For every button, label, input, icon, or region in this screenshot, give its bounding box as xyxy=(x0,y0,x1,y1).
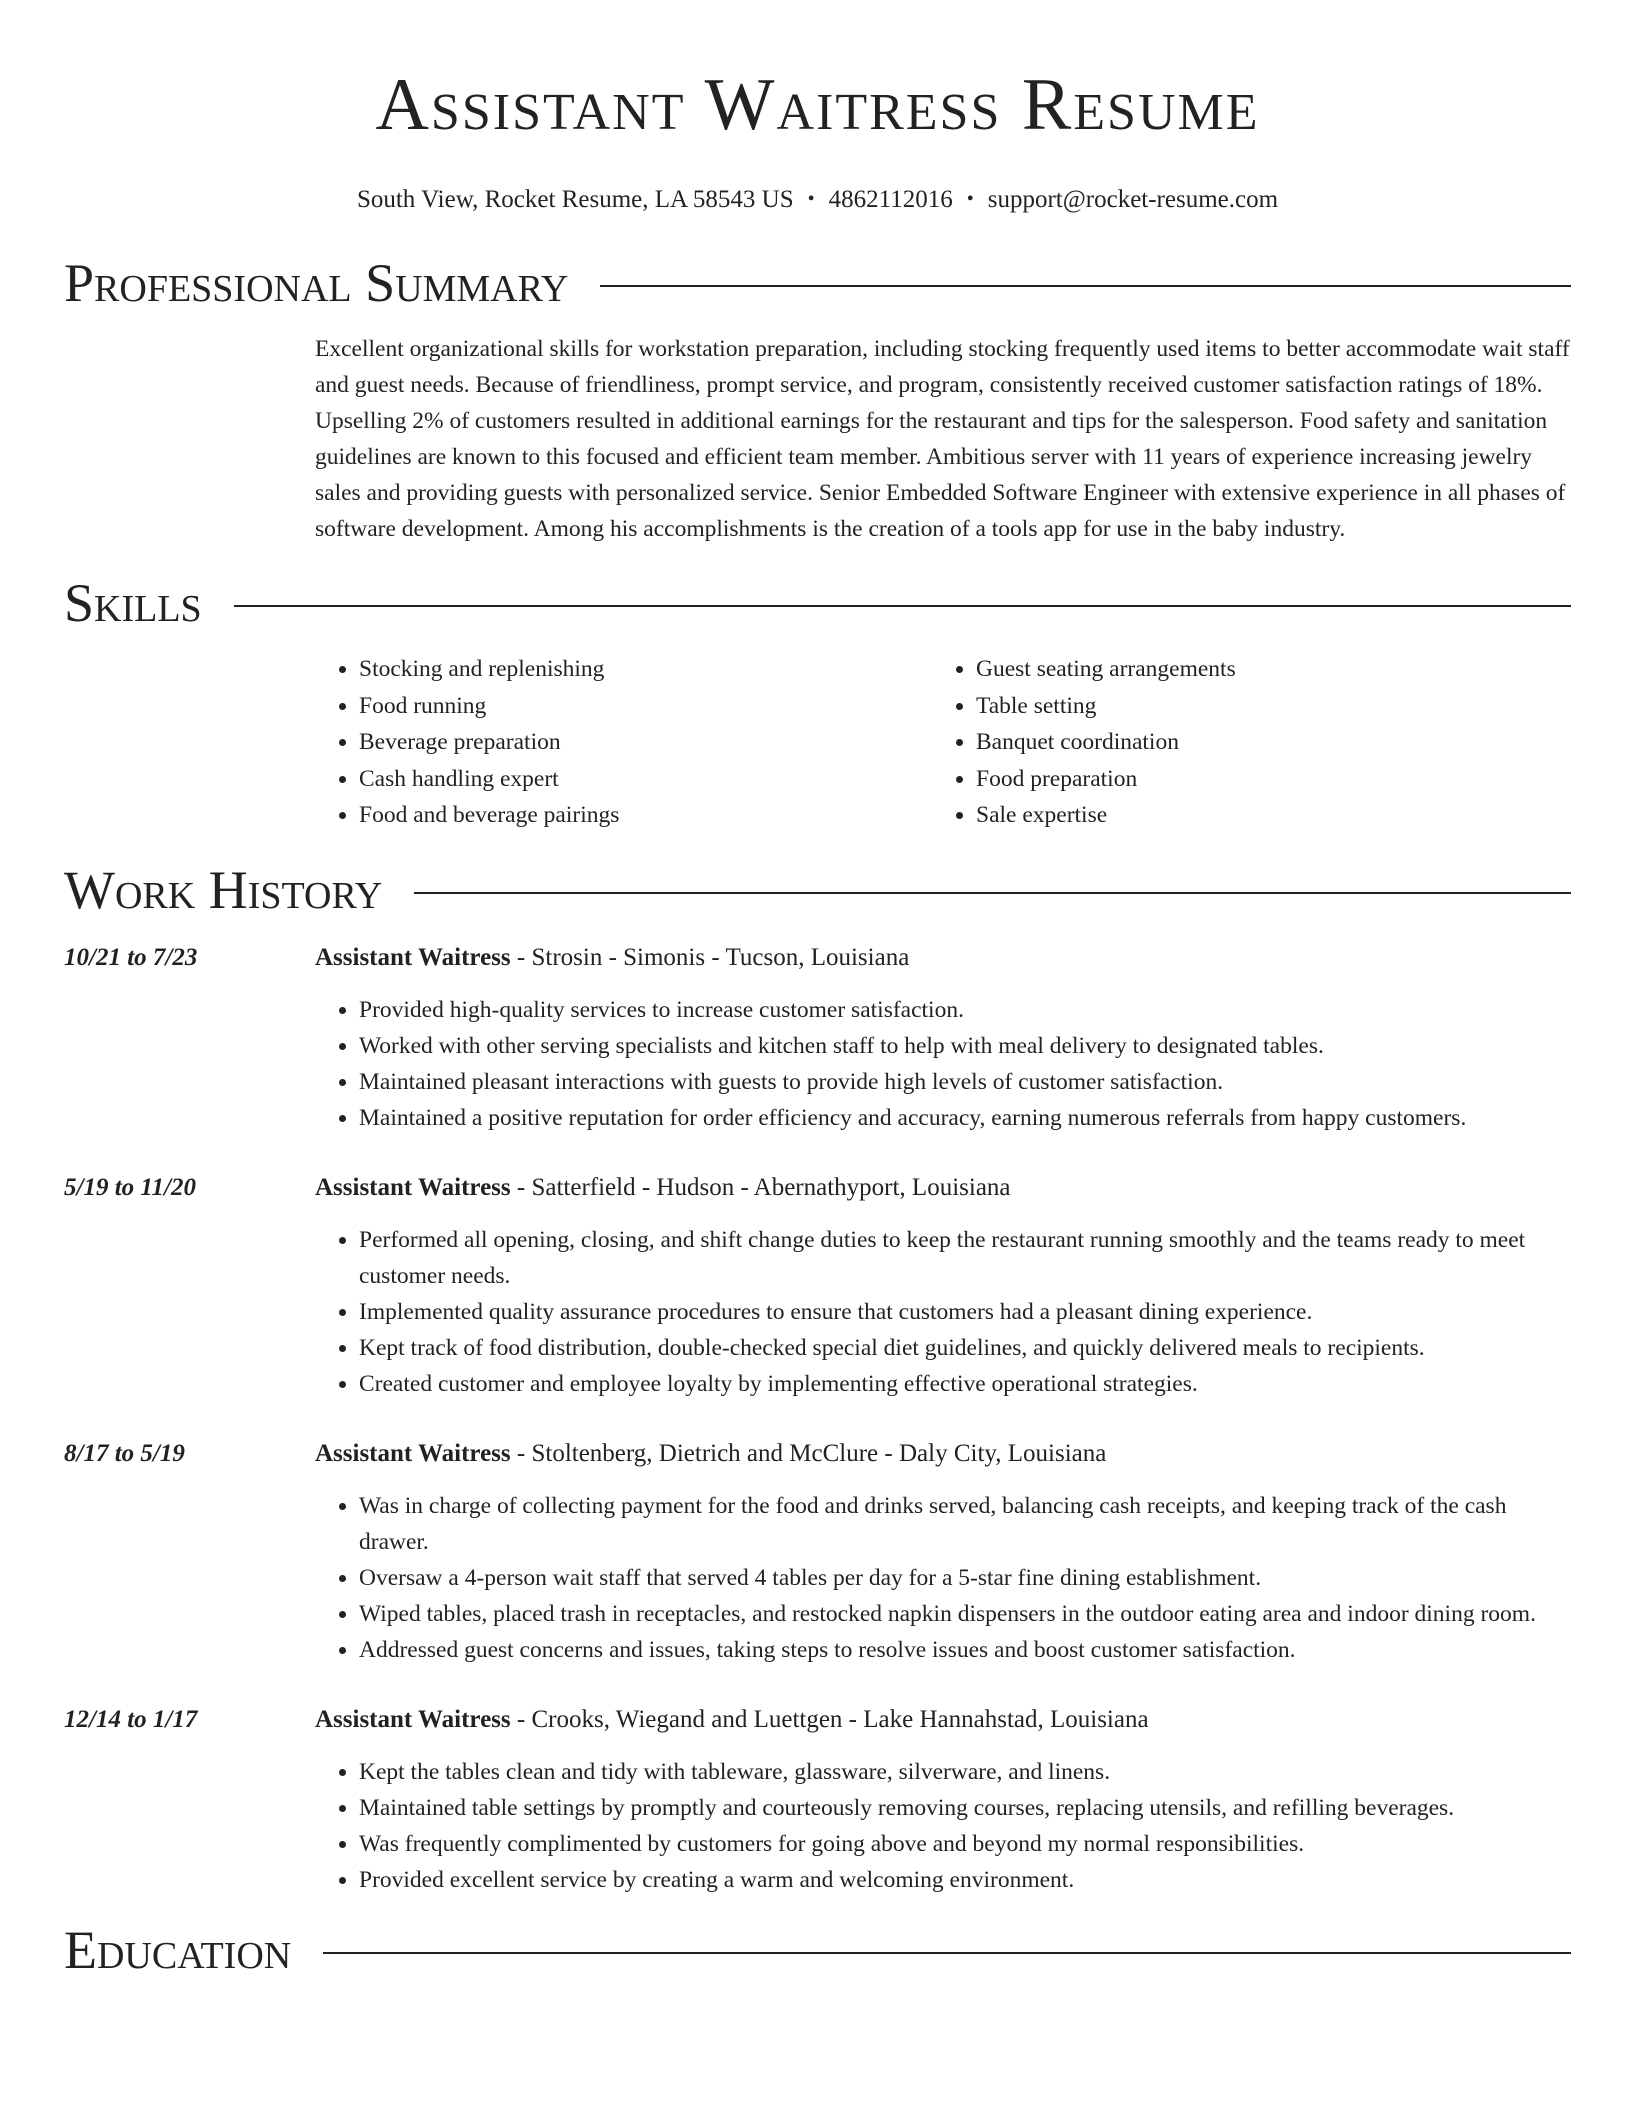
job-employer: - Crooks, Wiegand and Luettgen - Lake Hannahstad, Louisiana xyxy=(510,1705,1149,1733)
job-dates: 5/19 to 11/20 xyxy=(64,1173,196,1201)
work-section-header xyxy=(64,858,1571,922)
job-title-line xyxy=(315,1702,1571,1738)
job-entry xyxy=(64,1436,1571,1668)
summary-section-title: Professional Summary xyxy=(64,253,569,313)
skill-item: • Table setting xyxy=(976,688,1549,725)
job-employer: - Strosin - Simonis - Tucson, Louisiana xyxy=(510,943,910,971)
section-divider xyxy=(414,892,1571,894)
job-dates: 12/14 to 1/17 xyxy=(64,1705,198,1733)
job-employer: - Satterfield - Hudson - Abernathyport, Louisiana xyxy=(510,1173,1011,1201)
job-bullets xyxy=(315,1754,1571,1898)
job-title-line xyxy=(315,1436,1571,1472)
job-main xyxy=(315,1702,1571,1898)
resume-page xyxy=(64,0,1571,1982)
skills-section xyxy=(315,651,1571,834)
education-section-title: Education xyxy=(64,1919,292,1980)
job-bullet: • Was frequently complimented by customers for going above and beyond my normal responsibilities. xyxy=(359,1826,1571,1862)
contact-line xyxy=(64,184,1571,215)
contact-phone: 4862112016 xyxy=(828,186,953,213)
job-entry xyxy=(64,1702,1571,1898)
job-bullet: • Wiped tables, placed trash in receptacles, and restocked napkin dispensers in the outdoor eating area and indoor dining room. xyxy=(359,1596,1571,1632)
job-entry xyxy=(64,940,1571,1136)
job-role: Assistant Waitress xyxy=(315,943,511,971)
job-bullet: • Performed all opening, closing, and shift change duties to keep the restaurant running smoothly and the teams ready to meet customer needs. xyxy=(359,1222,1571,1294)
job-bullet: • Kept track of food distribution, double-checked special diet guidelines, and quickly delivered meals to recipients. xyxy=(359,1330,1571,1366)
job-role: Assistant Waitress xyxy=(315,1439,511,1467)
summary-text: Excellent organizational skills for workstation preparation, including stocking frequently used items to better accommodate wait staff and guest needs. Because of friendliness, prompt service, and program, consistently received customer satisfaction ratings of 18%. Upselling 2% of customers resulted in additional earnings for the restaurant and tips for the salesperson. Food safety and sanitation guidelines are known to this focused and efficient team member. Ambitious server with 11 years of experience increasing jewelry sales and providing guests with personalized service. Senior Embedded Software Engineer with extensive experience in all phases of software development. Among his accomplishments is the creation of a tools app for use in the baby industry. xyxy=(315,336,1570,542)
work-section-title: Work History xyxy=(64,859,383,920)
contact-separator: • xyxy=(807,188,815,210)
skill-item: • Food running xyxy=(359,688,932,725)
job-bullet: • Maintained table settings by promptly and courteously removing courses, replacing utensils, and refilling beverages. xyxy=(359,1790,1571,1826)
skill-item: • Guest seating arrangements xyxy=(976,651,1549,688)
job-bullets xyxy=(315,992,1571,1136)
skills-grid xyxy=(315,651,1571,834)
job-bullet: • Worked with other serving specialists and kitchen staff to help with meal delivery to designated tables. xyxy=(359,1028,1571,1064)
skill-item: • Cash handling expert xyxy=(359,761,932,798)
job-employer: - Stoltenberg, Dietrich and McClure - Daly City, Louisiana xyxy=(510,1439,1107,1467)
page-title: Assistant Waitress Resume xyxy=(375,64,1260,146)
job-bullets xyxy=(315,1222,1571,1402)
education-section-header xyxy=(64,1918,1571,1982)
job-role: Assistant Waitress xyxy=(315,1705,511,1733)
skill-item: • Sale expertise xyxy=(976,797,1549,834)
job-main xyxy=(315,1436,1571,1668)
job-main xyxy=(315,940,1571,1136)
skill-item: • Banquet coordination xyxy=(976,724,1549,761)
job-bullet: • Maintained a positive reputation for order efficiency and accuracy, earning numerous referrals from happy customers. xyxy=(359,1100,1571,1136)
section-divider xyxy=(234,605,1571,607)
skill-item: • Food preparation xyxy=(976,761,1549,798)
job-bullet: • Kept the tables clean and tidy with tableware, glassware, silverware, and linens. xyxy=(359,1754,1571,1790)
section-divider xyxy=(600,285,1571,287)
job-bullet: • Created customer and employee loyalty by implementing effective operational strategies. xyxy=(359,1366,1571,1402)
skill-item: • Beverage preparation xyxy=(359,724,932,761)
job-bullet: • Was in charge of collecting payment for the food and drinks served, balancing cash receipts, and keeping track of the cash drawer. xyxy=(359,1488,1571,1560)
job-bullet: • Maintained pleasant interactions with guests to provide high levels of customer satisfaction. xyxy=(359,1064,1571,1100)
job-bullet: • Oversaw a 4-person wait staff that served 4 tables per day for a 5-star fine dining establishment. xyxy=(359,1560,1571,1596)
job-bullet: • Provided high-quality services to increase customer satisfaction. xyxy=(359,992,1571,1028)
section-divider xyxy=(323,1952,1571,1954)
skills-section-title: Skills xyxy=(64,573,202,633)
summary-section xyxy=(315,331,1571,547)
contact-address: South View, Rocket Resume, LA 58543 US xyxy=(356,186,794,213)
skills-list-left xyxy=(315,651,932,834)
job-bullet: • Implemented quality assurance procedures to ensure that customers had a pleasant dining experience. xyxy=(359,1294,1571,1330)
job-role: Assistant Waitress xyxy=(315,1173,511,1201)
job-entry xyxy=(64,1170,1571,1402)
contact-separator: • xyxy=(966,188,974,210)
job-dates: 10/21 to 7/23 xyxy=(64,943,198,971)
job-bullets xyxy=(315,1488,1571,1668)
skill-item: • Food and beverage pairings xyxy=(359,797,932,834)
job-bullet: • Addressed guest concerns and issues, taking steps to resolve issues and boost customer satisfaction. xyxy=(359,1632,1571,1668)
job-dates: 8/17 to 5/19 xyxy=(64,1439,185,1467)
job-bullet: • Provided excellent service by creating a warm and welcoming environment. xyxy=(359,1862,1571,1898)
summary-section-header xyxy=(64,251,1571,315)
skill-item: • Stocking and replenishing xyxy=(359,651,932,688)
skills-section-header xyxy=(64,571,1571,635)
job-main xyxy=(315,1170,1571,1402)
job-title-line xyxy=(315,1170,1571,1206)
skills-list-right xyxy=(932,651,1549,834)
job-title-line xyxy=(315,940,1571,976)
contact-email: support@rocket-resume.com xyxy=(987,186,1279,213)
